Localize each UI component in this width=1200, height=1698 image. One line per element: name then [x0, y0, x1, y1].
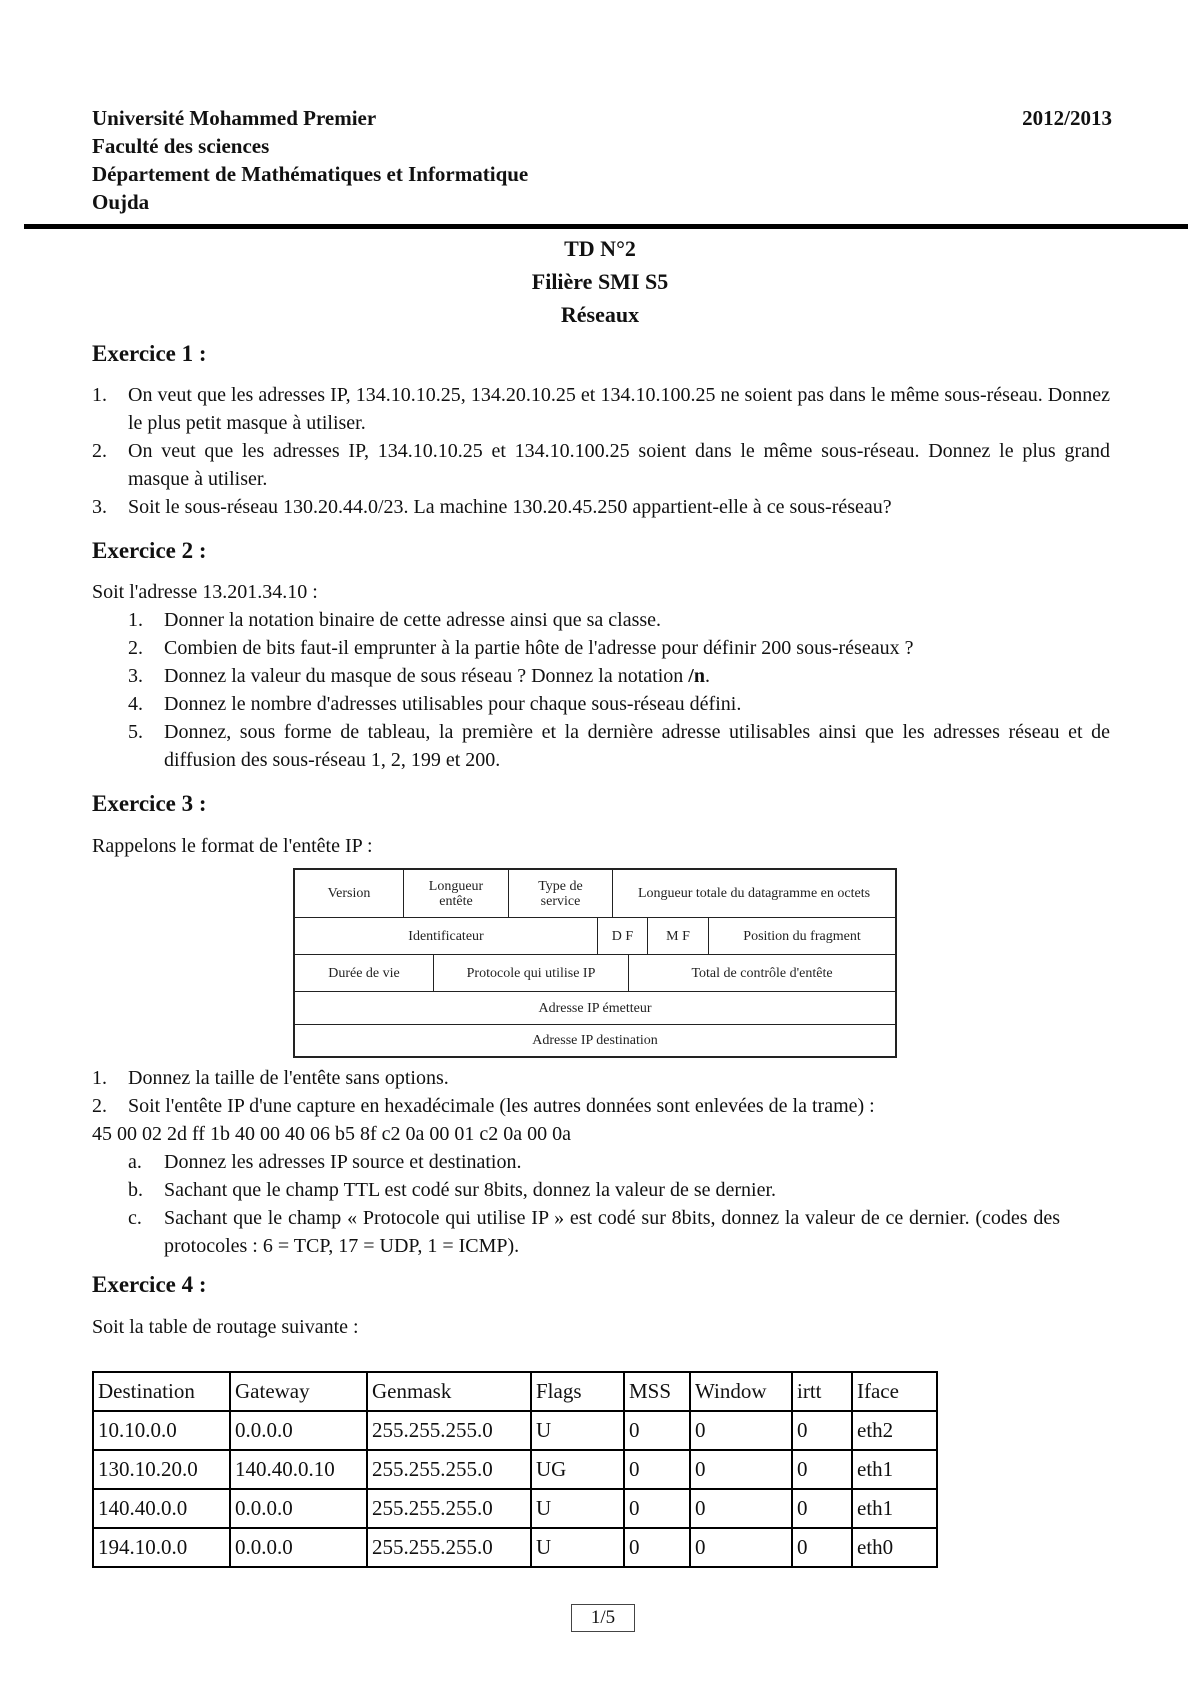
- cell-mss: 0: [624, 1450, 690, 1489]
- list-item: 3. Donnez la valeur du masque de sous réseau ? Donnez la notation /n.: [128, 665, 710, 687]
- list-item: a. Donnez les adresses IP source et destination.: [128, 1151, 522, 1173]
- list-item: 2. On veut que les adresses IP, 134.10.10.25 et 134.10.100.25 soient dans le même sous-réseau. Donnez le plus grand masque à utiliser.: [92, 440, 1110, 490]
- cell-destination: 140.40.0.0: [93, 1489, 230, 1528]
- table-header-row: [93, 1372, 937, 1411]
- list-item: 2. Soit l'entête IP d'une capture en hexadécimale (les autres données sont enlevées de la trame) :: [92, 1095, 875, 1117]
- exercise-3-list: [92, 1064, 1110, 1120]
- column-header: Flags: [531, 1372, 624, 1411]
- cell-flags: UG: [531, 1450, 624, 1489]
- city-name: Oujda: [92, 190, 150, 214]
- faculty-name: Faculté des sciences: [92, 134, 270, 158]
- cell-genmask: 255.255.255.0: [367, 1450, 531, 1489]
- ip-field-source-address: Adresse IP émetteur: [538, 1000, 652, 1016]
- ip-header-row: [295, 1025, 895, 1056]
- table-row: [93, 1411, 937, 1450]
- cell-iface: eth1: [852, 1489, 937, 1528]
- list-item: b. Sachant que le champ TTL est codé sur 8bits, donnez la valeur de se dernier.: [128, 1179, 777, 1201]
- ip-field-type-of-service: Type de service: [509, 870, 613, 917]
- university-name: Université Mohammed Premier: [92, 106, 377, 130]
- subject-title: Réseaux: [560, 302, 640, 327]
- column-header: Iface: [852, 1372, 937, 1411]
- routing-table: [92, 1371, 938, 1568]
- table-row: [93, 1528, 937, 1567]
- exercise-3-sublist: [128, 1148, 1060, 1260]
- ip-header-row: [295, 870, 895, 918]
- exercise-4-intro: Soit la table de routage suivante :: [92, 1316, 359, 1338]
- list-item: 1. Donner la notation binaire de cette adresse ainsi que sa classe.: [128, 609, 662, 631]
- cell-mss: 0: [624, 1528, 690, 1567]
- list-item: 3. Soit le sous-réseau 130.20.44.0/23. La machine 130.20.45.250 appartient-elle à ce sous-réseau?: [92, 496, 892, 518]
- ip-field-version: Version: [295, 870, 404, 917]
- exercise-2-list: [128, 606, 1110, 774]
- cell-gateway: 0.0.0.0: [230, 1489, 367, 1528]
- cell-flags: U: [531, 1489, 624, 1528]
- list-item: c. Sachant que le champ « Protocole qui utilise IP » est codé sur 8bits, donnez la valeur de ce dernier. (codes des protocoles : 6 = TCP, 17 = UDP, 1 = ICMP).: [128, 1207, 1060, 1257]
- cell-iface: eth0: [852, 1528, 937, 1567]
- cell-iface: eth2: [852, 1411, 937, 1450]
- exercise-1-list: [92, 381, 1110, 521]
- ip-header-row: [295, 992, 895, 1025]
- exercise-1-title: Exercice 1 :: [92, 341, 207, 366]
- cell-mss: 0: [624, 1411, 690, 1450]
- document-titles: [0, 232, 1200, 331]
- ip-field-destination-address: Adresse IP destination: [532, 1033, 658, 1048]
- list-item: 1. Donnez la taille de l'entête sans options.: [92, 1067, 449, 1089]
- ip-field-header-length: Longueur entête: [404, 870, 509, 917]
- cell-gateway: 0.0.0.0: [230, 1528, 367, 1567]
- document-header: [92, 104, 1112, 216]
- exercise-2-title: Exercice 2 :: [92, 538, 207, 563]
- ip-field-total-length: Longueur totale du datagramme en octets: [637, 886, 871, 901]
- column-header: Gateway: [230, 1372, 367, 1411]
- page-number: 1/5: [571, 1604, 635, 1632]
- column-header: Window: [690, 1372, 792, 1411]
- cell-window: 0: [690, 1450, 792, 1489]
- header-divider: [24, 224, 1188, 229]
- cell-gateway: 140.40.0.10: [230, 1450, 367, 1489]
- hex-capture: 45 00 02 2d ff 1b 40 00 40 06 b5 8f c2 0a 00 01 c2 0a 00 0a: [92, 1123, 572, 1145]
- column-header: Genmask: [367, 1372, 531, 1411]
- cell-gateway: 0.0.0.0: [230, 1411, 367, 1450]
- cell-window: 0: [690, 1411, 792, 1450]
- ip-header-row: [295, 918, 895, 955]
- ip-field-checksum: Total de contrôle d'entête: [691, 965, 833, 981]
- ip-field-mf: M F: [648, 918, 709, 954]
- column-header: MSS: [624, 1372, 690, 1411]
- list-item: 1. On veut que les adresses IP, 134.10.10.25, 134.20.10.25 et 134.10.100.25 ne soient pas dans le même sous-réseau. Donnez le plus petit masque à utiliser.: [92, 384, 1110, 434]
- ip-header-diagram: [293, 868, 897, 1058]
- cell-irtt: 0: [792, 1450, 852, 1489]
- exercise-3-title: Exercice 3 :: [92, 791, 207, 816]
- table-row: [93, 1489, 937, 1528]
- cell-irtt: 0: [792, 1411, 852, 1450]
- ip-field-protocol: Protocole qui utilise IP: [434, 955, 629, 991]
- column-header: irtt: [792, 1372, 852, 1411]
- table-row: [93, 1450, 937, 1489]
- exercise-3-intro: Rappelons le format de l'entête IP :: [92, 835, 373, 857]
- cell-window: 0: [690, 1489, 792, 1528]
- list-item: 5. Donnez, sous forme de tableau, la première et la dernière adresse utilisables ainsi que les adresses réseau et de diffusion des sous-réseau 1, 2, 199 et 200.: [128, 721, 1110, 771]
- ip-field-df: D F: [598, 918, 648, 954]
- exercise-4-title: Exercice 4 :: [92, 1272, 207, 1297]
- cell-iface: eth1: [852, 1450, 937, 1489]
- cell-irtt: 0: [792, 1489, 852, 1528]
- exercise-2-intro: Soit l'adresse 13.201.34.10 :: [92, 581, 318, 603]
- cell-genmask: 255.255.255.0: [367, 1489, 531, 1528]
- column-header: Destination: [93, 1372, 230, 1411]
- ip-field-identifier: Identificateur: [295, 918, 598, 954]
- ip-field-ttl: Durée de vie: [295, 955, 434, 991]
- cell-destination: 130.10.20.0: [93, 1450, 230, 1489]
- cell-genmask: 255.255.255.0: [367, 1411, 531, 1450]
- cell-destination: 194.10.0.0: [93, 1528, 230, 1567]
- ip-header-row: [295, 955, 895, 992]
- cell-window: 0: [690, 1528, 792, 1567]
- cell-genmask: 255.255.255.0: [367, 1528, 531, 1567]
- list-item: 4. Donnez le nombre d'adresses utilisables pour chaque sous-réseau défini.: [128, 693, 742, 715]
- academic-year: 2012/2013: [1022, 106, 1112, 130]
- department-name: Département de Mathématiques et Informatique: [92, 162, 529, 186]
- ip-field-fragment-offset: Position du fragment: [743, 928, 861, 944]
- filiere-title: Filière SMI S5: [531, 269, 669, 294]
- cell-mss: 0: [624, 1489, 690, 1528]
- td-title: TD N°2: [564, 236, 636, 261]
- cell-flags: U: [531, 1411, 624, 1450]
- list-item: 2. Combien de bits faut-il emprunter à la partie hôte de l'adresse pour définir 200 sous-réseaux ?: [128, 637, 914, 659]
- cell-flags: U: [531, 1528, 624, 1567]
- cell-irtt: 0: [792, 1528, 852, 1567]
- cell-destination: 10.10.0.0: [93, 1411, 230, 1450]
